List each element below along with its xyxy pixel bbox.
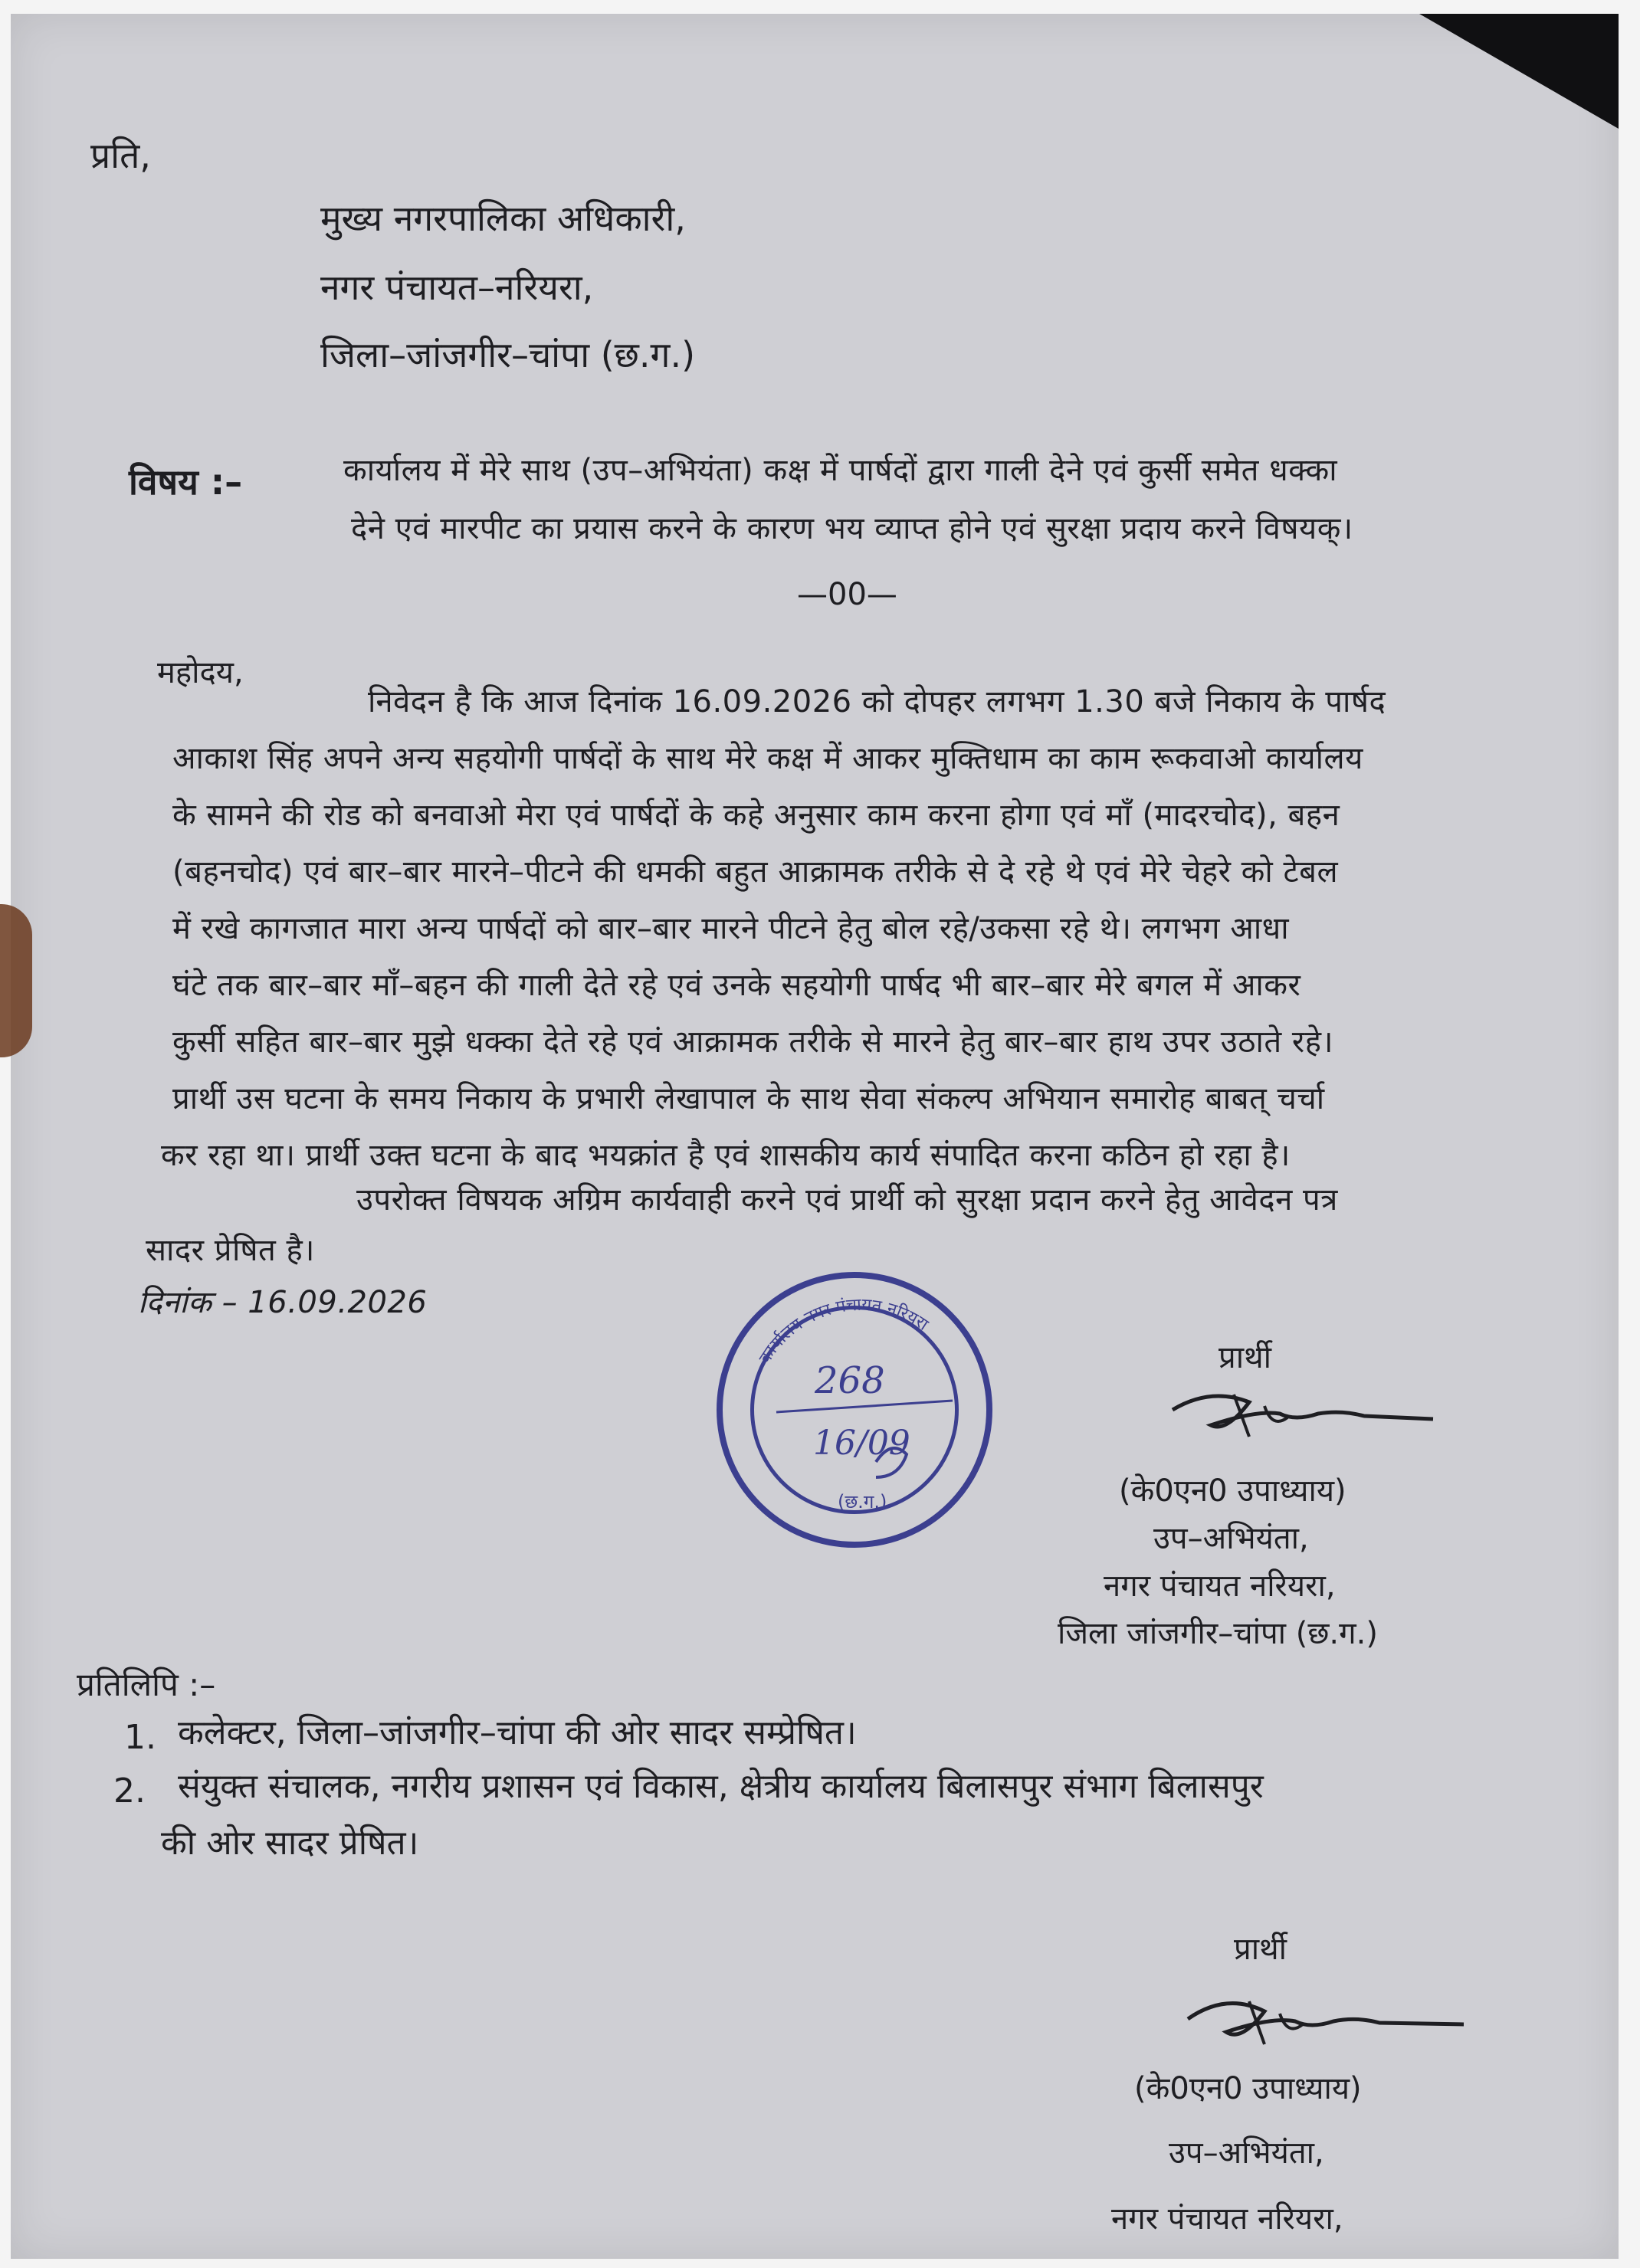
body-line-11: सादर प्रेषित है। (146, 1233, 315, 1268)
date-line: दिनांक – 16.09.2026 (138, 1285, 428, 1320)
copy-1-number: 1. (124, 1718, 156, 1757)
body-line-8: प्रार्थी उस घटना के समय निकाय के प्रभारी लेखापाल के साथ सेवा संकल्प अभियान समारोह बाबत् चर्चा (172, 1081, 1325, 1116)
sig1-line-1: (के0एन0 उपाध्याय) (1119, 1473, 1346, 1509)
page-corner-shadow (1419, 14, 1619, 129)
sig2-line-2: उप–अभियंता, (1169, 2135, 1324, 2171)
svg-text:कार्यालय नगर पंचायत नरियरा: कार्यालय नगर पंचायत नरियरा (755, 1295, 932, 1368)
body-line-2: आकाश सिंह अपने अन्य सहयोगी पार्षदों के साथ मेरे कक्ष में आकर मुक्तिधाम का काम रूकवाओ कार्यालय (172, 741, 1363, 776)
body-line-5: में रखे कागजात मारा अन्य पार्षदों को बार–बार मारने पीटने हेतु बोल रहे/उकसा रहे थे। लगभग आधा (172, 911, 1290, 946)
addressee-line-3: जिला–जांजगीर–चांपा (छ.ग.) (320, 334, 696, 375)
subject-line-1: कार्यालय में मेरे साथ (उप–अभियंता) कक्ष में पार्षदों द्वारा गाली देने एवं कुर्सी समेत धक्का (343, 453, 1338, 488)
greeting: महोदय, (157, 655, 244, 690)
sig1-line-4: जिला जांजगीर–चांपा (छ.ग.) (1058, 1616, 1378, 1651)
body-line-10: उपरोक्त विषयक अग्रिम कार्यवाही करने एवं प्रार्थी को सुरक्षा प्रदान करने हेतु आवेदन पत्र (356, 1182, 1338, 1218)
applicant-label: प्रार्थी (1219, 1340, 1272, 1375)
finger-edge (0, 904, 32, 1057)
document-page (11, 14, 1619, 2259)
subject-label: विषय :– (129, 461, 243, 503)
svg-text:268: 268 (815, 1359, 885, 1402)
body-line-1: निवेदन है कि आज दिनांक 16.09.2026 को दोपहर लगभग 1.30 बजे निकाय के पार्षद (368, 684, 1386, 719)
body-line-9: कर रहा था। प्रार्थी उक्त घटना के बाद भयक्रांत है एवं शासकीय कार्य संपादित करना कठिन हो रहा है। (161, 1138, 1291, 1173)
addressee-line-2: नगर पंचायत–नरियरा, (320, 267, 594, 308)
copy-1-text: कलेक्टर, जिला–जांजगीर–चांपा की ओर सादर सम्प्रेषित। (178, 1713, 857, 1752)
copy-2-text-line-2: की ओर सादर प्रेषित। (161, 1824, 419, 1863)
body-line-6: घंटे तक बार–बार माँ–बहन की गाली देते रहे एवं उनके सहयोगी पार्षद भी बार–बार मेरे बगल में आकर (172, 968, 1301, 1003)
copy-2-text-line-1: संयुक्त संचालक, नगरीय प्रशासन एवं विकास, क्षेत्रीय कार्यालय बिलासपुर संभाग बिलासपुर (178, 1767, 1264, 1806)
svg-text:(छ.ग.): (छ.ग.) (838, 1491, 887, 1513)
sig1-line-3: नगर पंचायत नरियरा, (1104, 1568, 1336, 1604)
copy-2-number: 2. (113, 1771, 146, 1811)
signature-2 (1180, 1984, 1471, 2053)
body-line-4: (बहनचोद) एवं बार–बार मारने–पीटने की धमकी बहुत आक्रामक तरीके से दे रहे थे एवं मेरे चेहरे को टेबल (172, 854, 1339, 890)
separator: —00— (797, 577, 897, 612)
body-line-3: के सामने की रोड को बनवाओ मेरा एवं पार्षदों के कहे अनुसार काम करना होगा एवं माँ (मादरचोद), बहन (172, 798, 1340, 833)
applicant-label-2: प्रार्थी (1234, 1932, 1287, 1967)
subject-line-2: देने एवं मारपीट का प्रयास करने के कारण भय व्याप्त होने एवं सुरक्षा प्रदाय करने विषयक्। (351, 511, 1353, 546)
body-line-7: कुर्सी सहित बार–बार मुझे धक्का देते रहे एवं आक्रामक तरीके से मारने हेतु बार–बार हाथ उपर उठाते रहे। (172, 1024, 1334, 1060)
sig2-line-3: नगर पंचायत नरियरा, (1111, 2201, 1343, 2237)
copy-label: प्रतिलिपि :– (77, 1666, 216, 1703)
sig1-line-2: उप–अभियंता, (1153, 1521, 1309, 1556)
salutation-to: प्रति, (90, 135, 151, 176)
sig2-line-1: (के0एन0 उपाध्याय) (1134, 2071, 1362, 2106)
signature-1 (1165, 1379, 1441, 1448)
office-seal (717, 1272, 992, 1548)
svg-text:16/09: 16/09 (813, 1424, 910, 1463)
addressee-line-1: मुख्य नगरपालिका अधिकारी, (320, 198, 686, 239)
